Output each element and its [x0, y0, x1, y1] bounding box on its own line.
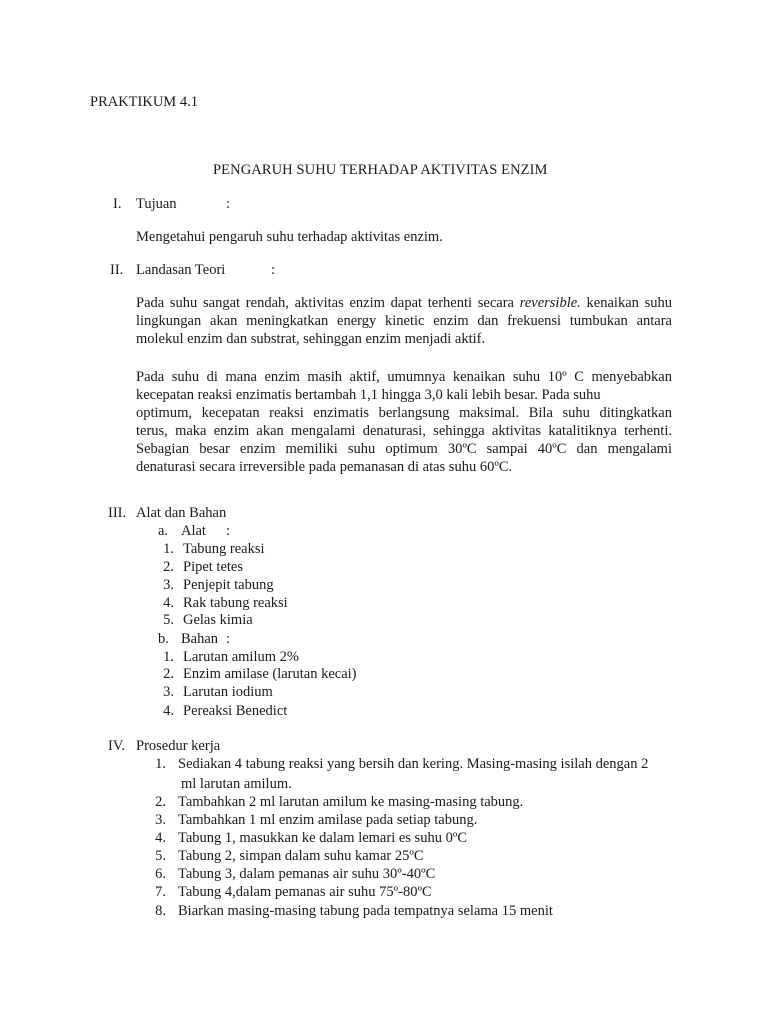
list-item: 5. Gelas kimia	[163, 612, 253, 628]
tujuan-text: Mengetahui pengaruh suhu terhadap aktivitas enzim.	[136, 229, 443, 245]
theory-p2-line-6: denaturasi secara irreversible pada pemanasan di atas suhu 60ºC.	[136, 459, 513, 475]
section-heading-landasan-teori: Landasan Teori	[136, 262, 226, 278]
theory-p2-line-5: Sebagian besar enzim memiliki suhu optimum 30ºC sampai 40ºC dan mengalami	[136, 441, 672, 457]
theory-p1-italic-word: reversible.	[519, 295, 581, 311]
bahan-label: Bahan	[181, 631, 219, 647]
section-heading-tujuan: Tujuan	[136, 196, 177, 212]
theory-p1-line-2: lingkungan akan meningkatkan energy kinetic enzim dan frekuensi tumbukan antara	[136, 313, 672, 329]
theory-p1-line-1a: Pada suhu sangat rendah, aktivitas enzim dapat terhenti secara	[136, 295, 514, 311]
theory-p1-line-3: molekul enzim dan substrat, sehinggan enzim menjadi aktif.	[136, 331, 486, 347]
list-item: 2. Pipet tetes	[163, 559, 244, 575]
list-item: 4. Tabung 1, masukkan ke dalam lemari es suhu 0ºC	[155, 830, 467, 846]
section-numeral-3: III.	[108, 505, 127, 521]
alat-label: Alat	[181, 523, 206, 539]
list-item: 1. Sediakan 4 tabung reaksi yang bersih dan kering. Masing-masing isilah dengan 2	[155, 756, 649, 772]
list-item: 4. Pereaksi Benedict	[163, 703, 288, 719]
list-item: 5. Tabung 2, simpan dalam suhu kamar 25ºC	[155, 848, 424, 864]
list-item: 1. Larutan amilum 2%	[163, 649, 299, 665]
section-colon-1: :	[226, 196, 231, 212]
list-item: 8. Biarkan masing-masing tabung pada tempatnya selama 15 menit	[155, 903, 553, 919]
section-numeral-1: I.	[113, 196, 122, 212]
list-item: 1. Tabung reaksi	[163, 541, 265, 557]
list-item: 2. Tambahkan 2 ml larutan amilum ke masing-masing tabung.	[155, 794, 524, 810]
theory-p2-line-3: optimum, kecepatan reaksi enzimatis berlangsung maksimal. Bila suhu ditingkatkan	[136, 405, 672, 421]
section-numeral-4: IV.	[108, 738, 126, 754]
list-item: 7. Tabung 4,dalam pemanas air suhu 75º-80ºC	[155, 884, 432, 900]
theory-p2-line-4: terus, maka enzim akan mengalami denaturasi, sehingga aktivitas katalitiknya terhenti.	[136, 423, 672, 439]
list-item-continuation: ml larutan amilum.	[181, 776, 292, 792]
practicum-header: PRAKTIKUM 4.1	[90, 94, 198, 110]
list-item: 3. Larutan iodium	[163, 684, 273, 700]
theory-p2-line-2: kecepatan reaksi enzimatis bertambah 1,1 hingga 3,0 kali lebih besar. Pada suhu	[136, 387, 601, 403]
bahan-colon: :	[226, 631, 231, 647]
list-item: 2. Enzim amilase (larutan kecai)	[163, 666, 357, 682]
list-item: 3. Tambahkan 1 ml enzim amilase pada setiap tabung.	[155, 812, 478, 828]
list-item: 6. Tabung 3, dalam pemanas air suhu 30º-40ºC	[155, 866, 436, 882]
section-heading-prosedur: Prosedur kerja	[136, 738, 221, 754]
section-numeral-2: II.	[110, 262, 124, 278]
alat-marker: a.	[158, 523, 169, 539]
list-item: 3. Penjepit tabung	[163, 577, 274, 593]
section-colon-2: :	[271, 262, 276, 278]
list-item: 4. Rak tabung reaksi	[163, 595, 288, 611]
theory-p1-line-1b: kenaikan suhu	[586, 295, 673, 311]
document-title: PENGARUH SUHU TERHADAP AKTIVITAS ENZIM	[213, 162, 548, 178]
theory-paragraph-2	[136, 368, 672, 476]
section-heading-alat-bahan: Alat dan Bahan	[136, 505, 227, 521]
alat-colon: :	[226, 523, 231, 539]
theory-paragraph-1	[136, 294, 672, 348]
theory-p1-line-1	[136, 294, 672, 312]
theory-p2-line-1: Pada suhu di mana enzim masih aktif, umumnya kenaikan suhu 10º C menyebabkan	[136, 369, 672, 385]
bahan-marker: b.	[158, 631, 169, 647]
